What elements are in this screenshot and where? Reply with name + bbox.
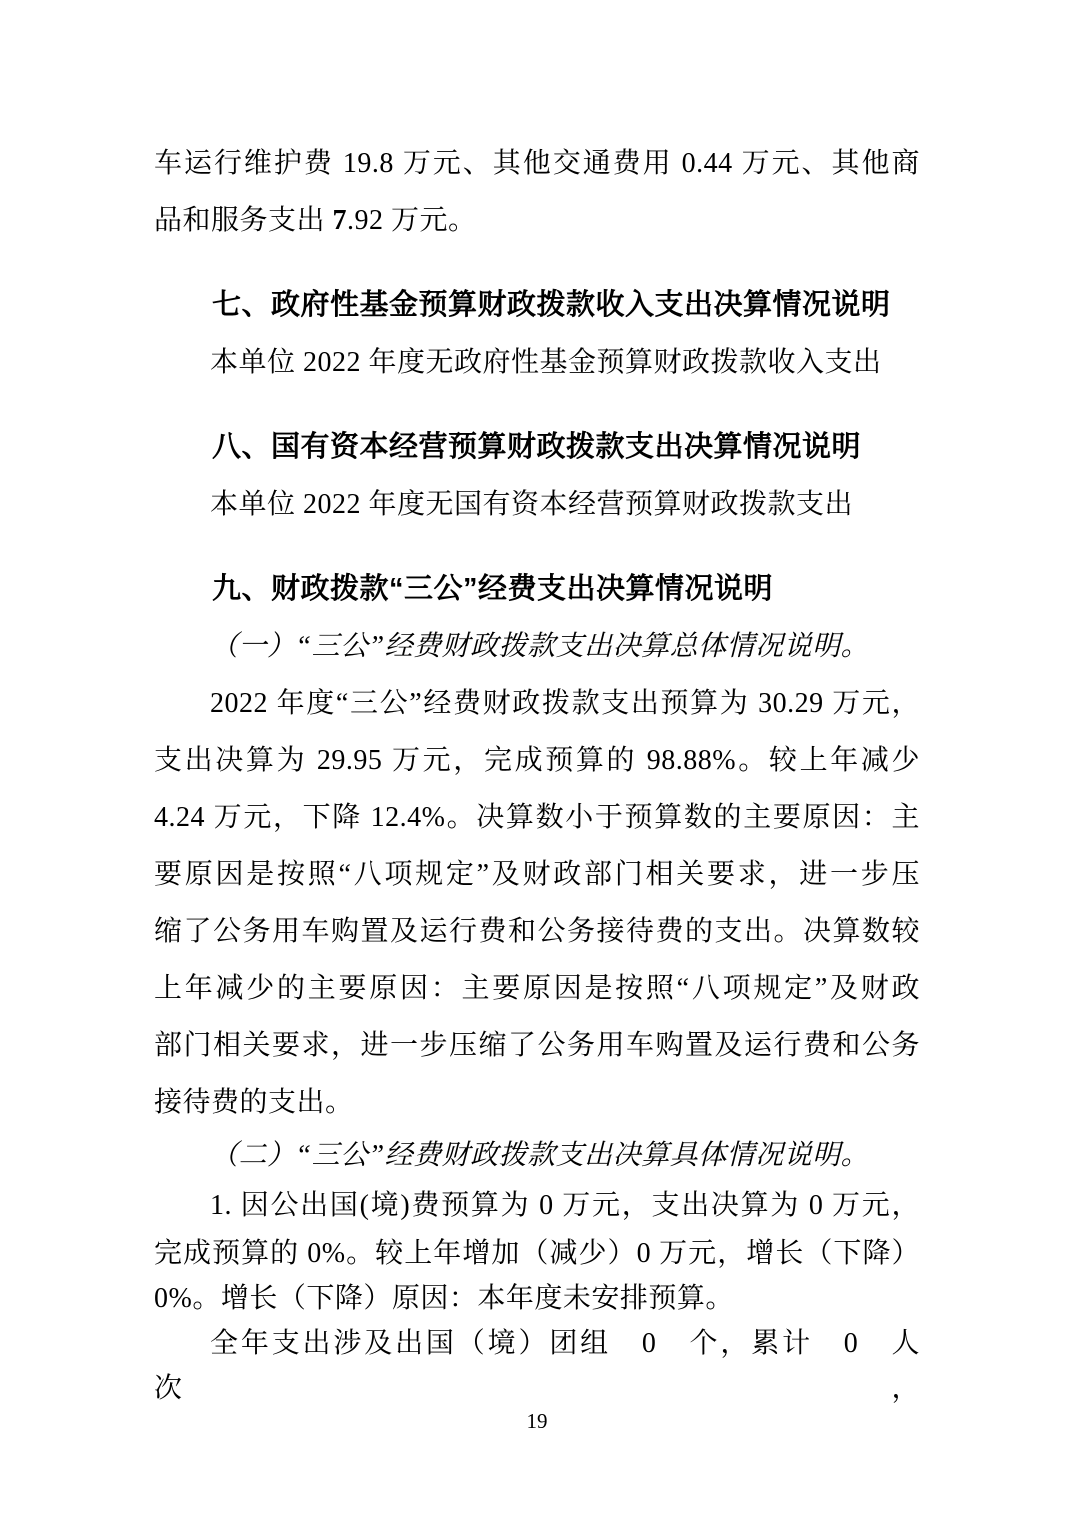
text-line: 1. 因公出国(境)费预算为 0 万元，支出决算为 0 万元， [210, 1190, 920, 1221]
text-line: 缩了公务用车购置及运行费和公务接待费的支出。决算数较 [154, 916, 920, 947]
text-line: 本单位 2022 年度无国有资本经营预算财政拨款支出 [210, 489, 854, 520]
text-segment: 7 [332, 205, 348, 236]
text-segment: .92 万元。 [347, 205, 477, 236]
text-line: 上年减少的主要原因：主要原因是按照“八项规定”及财政 [154, 973, 920, 1004]
text-line: 部门相关要求，进一步压缩了公务用车购置及运行费和公务 [154, 1030, 920, 1061]
text-line: 4.24 万元，下降 12.4%。决算数小于预算数的主要原因：主 [154, 802, 920, 833]
text-line: 0%。增长（下降）原因：本年度未安排预算。 [154, 1283, 734, 1314]
text-line: 全年支出涉及出国（境）团组 0 个，累计 0 人次， [154, 1328, 920, 1404]
text-line: 本单位 2022 年度无政府性基金预算财政拨款收入支出 [210, 347, 882, 378]
section-heading-8: 八、国有资本经营预算财政拨款支出决算情况说明 [212, 431, 862, 463]
subsection-heading-1: （一）“三公”经费财政拨款支出决算总体情况说明。 [210, 631, 870, 662]
text-segment: 品和服务支出 [154, 205, 333, 236]
page-number: 19 [526, 1409, 548, 1433]
section-heading-9: 九、财政拨款“三公”经费支出决算情况说明 [212, 573, 774, 605]
subsection-heading-2: （二）“三公”经费财政拨款支出决算具体情况说明。 [210, 1140, 870, 1171]
text-line [154, 192, 920, 249]
text-line: 要原因是按照“八项规定”及财政部门相关要求，进一步压 [154, 859, 920, 890]
text-line: 车运行维护费 19.8 万元、其他交通费用 0.44 万元、其他商 [154, 148, 920, 179]
text-line: 接待费的支出。 [154, 1087, 354, 1118]
document-body [154, 135, 920, 1404]
section-heading-7: 七、政府性基金预算财政拨款收入支出决算情况说明 [212, 289, 891, 321]
text-line: 支出决算为 29.95 万元，完成预算的 98.88%。较上年减少 [154, 745, 920, 776]
text-line: 2022 年度“三公”经费财政拨款支出预算为 30.29 万元， [210, 688, 920, 719]
text-line: 完成预算的 0%。较上年增加（减少）0 万元，增长（下降） [154, 1238, 920, 1269]
